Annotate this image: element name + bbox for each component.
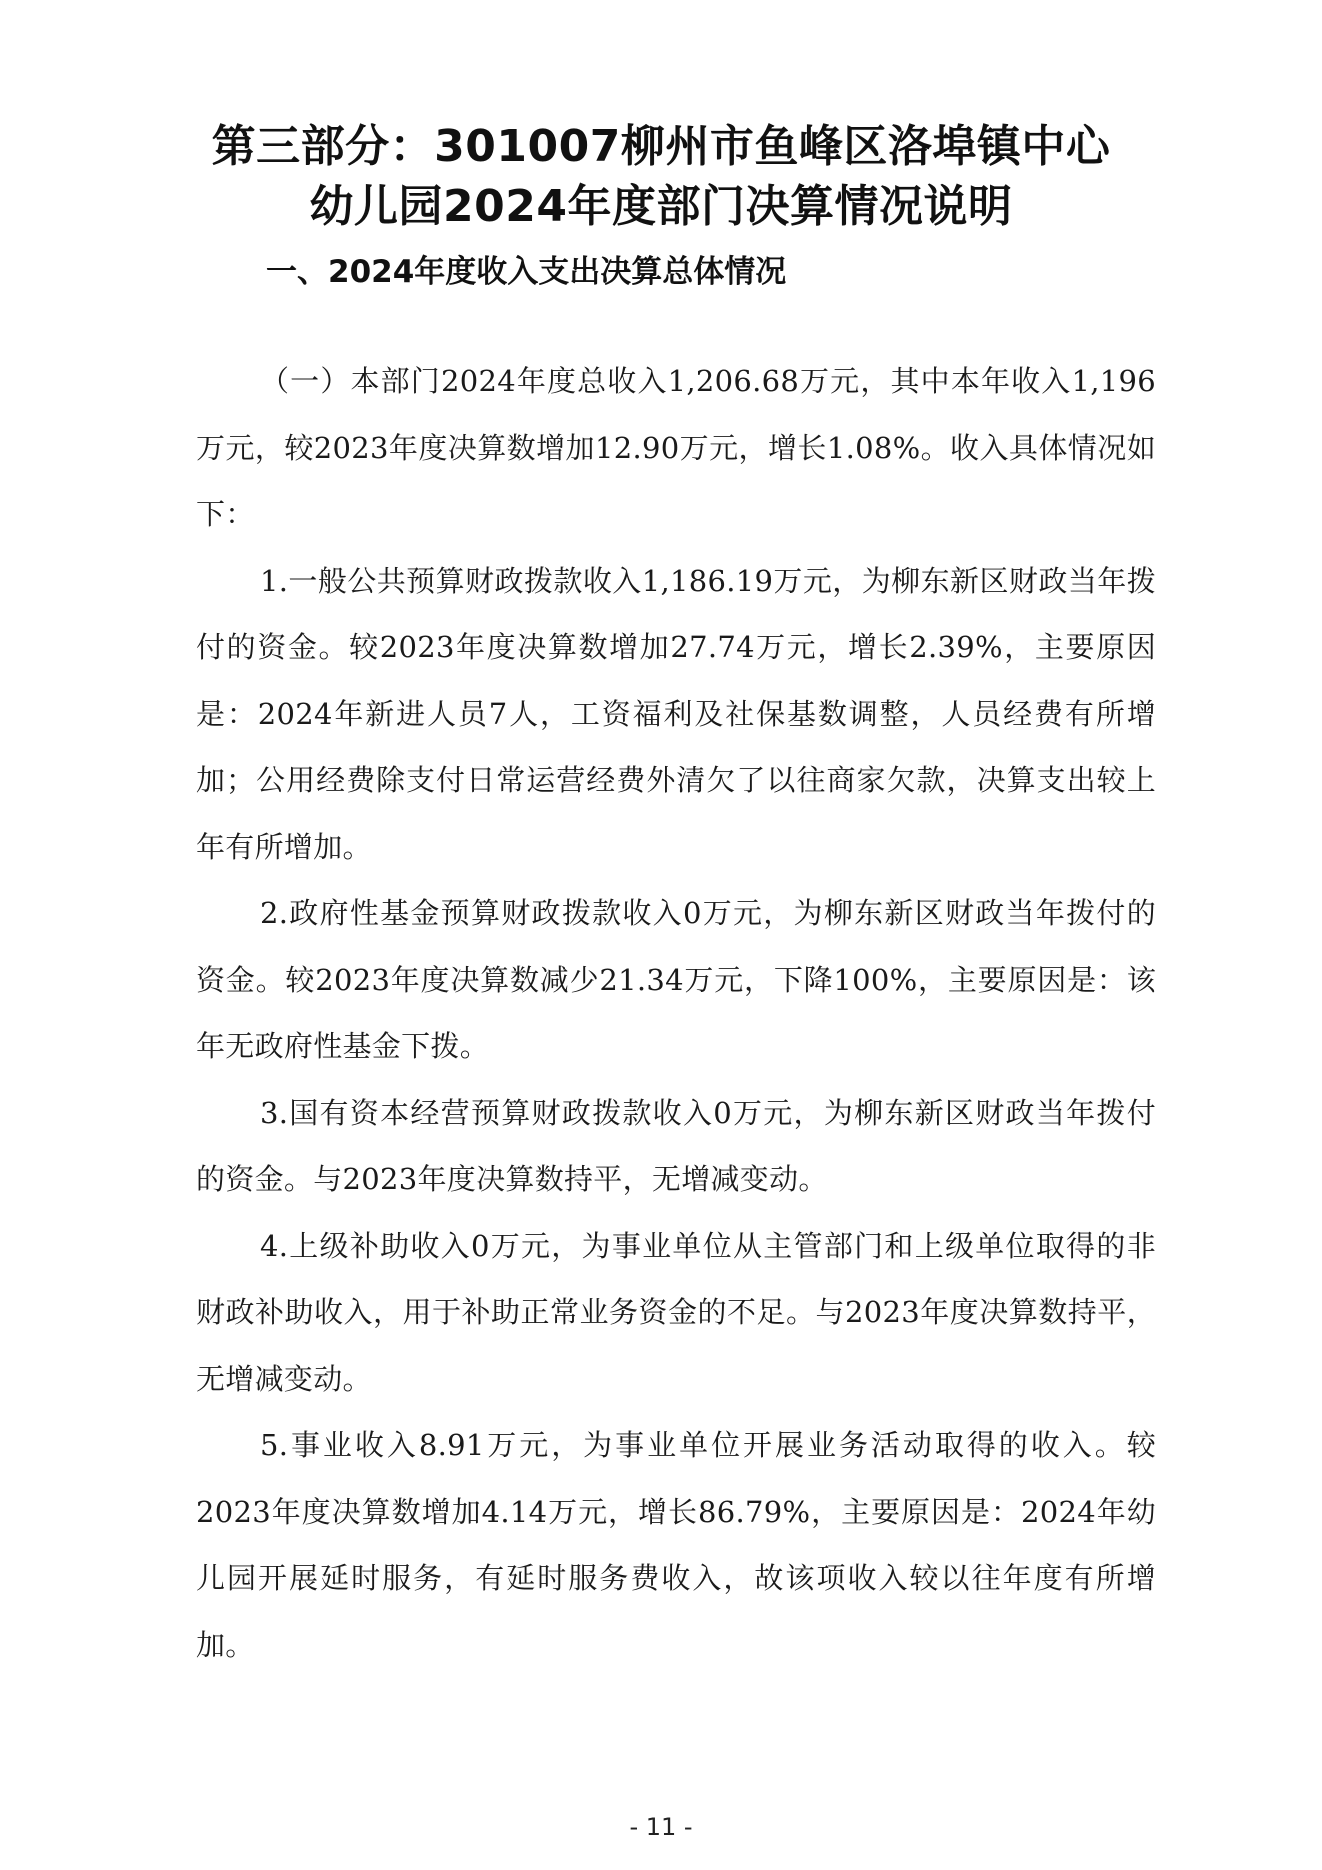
paragraph-superior-subsidy: 4.上级补助收入0万元，为事业单位从主管部门和上级单位取得的非财政补助收入，用于补助正常业务资金的不足。与2023年度决算数持平，无增减变动。 <box>196 1228 1156 1396</box>
paragraph-business-income: 5.事业收入8.91万元，为事业单位开展业务活动取得的收入。较2023年度决算数增加4.14万元，增长86.79%，主要原因是：2024年幼儿园开展延时服务，有延时服务费收入，故该项收入较以往年度有所增加。 <box>196 1428 1156 1662</box>
title-line-2: 幼儿园2024年度部门决算情况说明 <box>309 181 1013 233</box>
title-line-1: 第三部分：301007柳州市鱼峰区洛埠镇中心 <box>211 121 1111 173</box>
page-number: - 11 - <box>629 1813 693 1841</box>
paragraph-general-budget: 1.一般公共预算财政拨款收入1,186.19万元，为柳东新区财政当年拨付的资金。较2023年度决算数增加27.74万元，增长2.39%，主要原因是：2024年新进人员7人，工资福利及社保基数调整，人员经费有所增加；公用经费除支付日常运营经费外清欠了以往商家欠款，决算支出较上年有所增加。 <box>196 563 1156 864</box>
section-heading: 一、2024年度收入支出决算总体情况 <box>266 254 787 290</box>
paragraph-government-fund: 2.政府性基金预算财政拨款收入0万元，为柳东新区财政当年拨付的资金。较2023年度决算数减少21.34万元，下降100%，主要原因是：该年无政府性基金下拨。 <box>196 896 1156 1063</box>
body-text <box>196 348 1156 1678</box>
paragraph-state-capital: 3.国有资本经营预算财政拨款收入0万元，为柳东新区财政当年拨付的资金。与2023年度决算数持平，无增减变动。 <box>196 1095 1156 1196</box>
page-title <box>150 117 1172 237</box>
paragraph-total-income: （一）本部门2024年度总收入1,206.68万元，其中本年收入1,196万元，较2023年度决算数增加12.90万元，增长1.08%。收入具体情况如下： <box>196 364 1156 531</box>
